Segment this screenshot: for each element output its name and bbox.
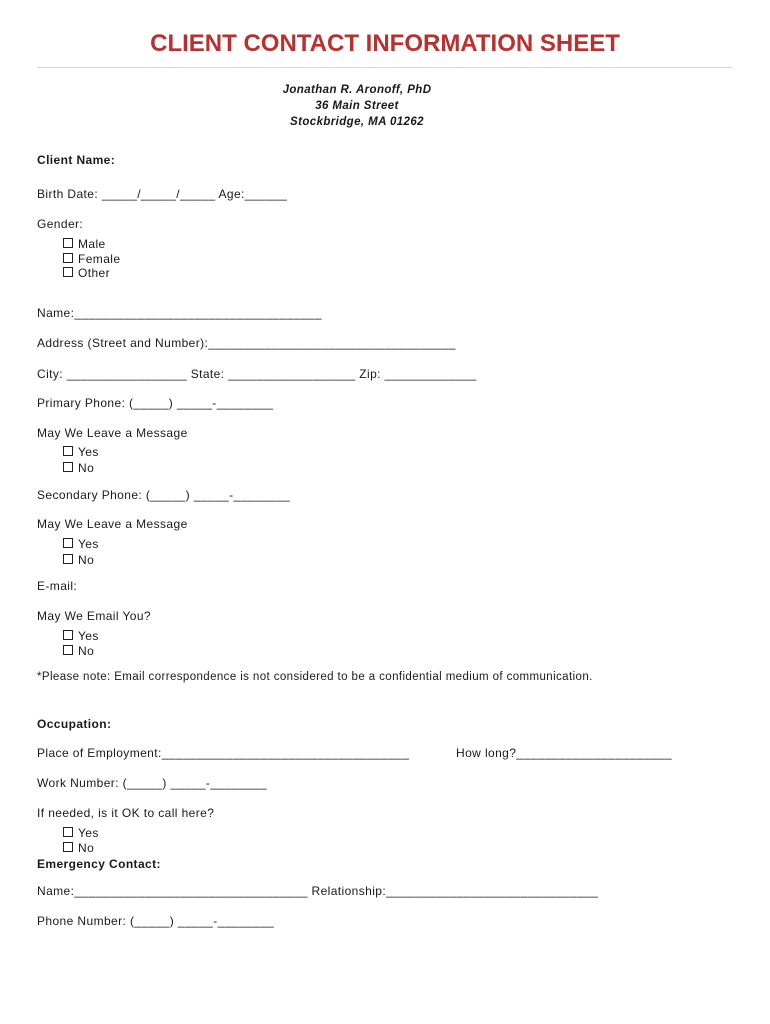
primary-message-label: May We Leave a Message	[37, 426, 188, 440]
checkbox-icon[interactable]	[63, 462, 73, 472]
email-permission-no[interactable]	[63, 644, 94, 658]
call-here-label: If needed, is it OK to call here?	[37, 806, 215, 820]
secondary-message-label: May We Leave a Message	[37, 517, 188, 531]
primary-message-yes[interactable]	[63, 445, 99, 459]
checkbox-icon[interactable]	[63, 842, 73, 852]
option-label: No	[78, 553, 95, 567]
option-label: Yes	[78, 826, 99, 840]
checkbox-icon[interactable]	[63, 645, 73, 655]
address-field[interactable]: Address (Street and Number):___________________________________	[37, 336, 456, 350]
email-field[interactable]: E-mail:	[37, 579, 78, 593]
employment-field[interactable]: Place of Employment:___________________________________	[37, 746, 410, 760]
checkbox-icon[interactable]	[63, 267, 73, 277]
option-label: Yes	[78, 445, 99, 459]
secondary-phone-field[interactable]: Secondary Phone: (_____) _____-________	[37, 488, 291, 502]
primary-message-no[interactable]	[63, 461, 94, 475]
option-label: No	[78, 644, 95, 658]
gender-label: Gender:	[37, 217, 84, 231]
gender-option-other[interactable]	[63, 266, 110, 280]
secondary-message-no[interactable]	[63, 553, 94, 567]
option-label: Yes	[78, 537, 99, 551]
how-long-field[interactable]: How long?______________________	[456, 746, 672, 760]
checkbox-icon[interactable]	[63, 538, 73, 548]
email-confidentiality-note: *Please note: Email correspondence is not considered to be a confidential medium of communication.	[37, 671, 593, 683]
checkbox-icon[interactable]	[63, 554, 73, 564]
option-label: Other	[78, 266, 111, 280]
gender-option-male[interactable]	[63, 237, 106, 251]
option-label: Female	[78, 252, 121, 266]
call-here-no[interactable]	[63, 841, 94, 855]
city-state-zip-field[interactable]: City: _________________ State: __________________ Zip: _____________	[37, 367, 477, 381]
practitioner-street: 36 Main Street	[315, 100, 399, 112]
page-title: CLIENT CONTACT INFORMATION SHEET	[150, 30, 620, 57]
option-label: Yes	[78, 629, 99, 643]
email-permission-yes[interactable]	[63, 629, 99, 643]
checkbox-icon[interactable]	[63, 253, 73, 263]
practitioner-address-block	[0, 82, 714, 130]
birth-date-field[interactable]: Birth Date: _____/_____/_____ Age:______	[37, 187, 288, 201]
primary-phone-field[interactable]: Primary Phone: (_____) _____-________	[37, 396, 274, 410]
checkbox-icon[interactable]	[63, 630, 73, 640]
gender-option-female[interactable]	[63, 252, 120, 266]
occupation-label: Occupation:	[37, 717, 112, 731]
name-field[interactable]: Name:___________________________________	[37, 306, 322, 320]
practitioner-city: Stockbridge, MA 01262	[290, 116, 424, 128]
option-label: No	[78, 841, 95, 855]
checkbox-icon[interactable]	[63, 446, 73, 456]
client-name-label: Client Name:	[37, 153, 116, 167]
title-divider	[37, 67, 733, 68]
emergency-contact-label: Emergency Contact:	[37, 857, 161, 871]
emergency-name-relationship-field[interactable]: Name:_________________________________ Relationship:______________________________	[37, 884, 599, 898]
option-label: No	[78, 461, 95, 475]
checkbox-icon[interactable]	[63, 827, 73, 837]
secondary-message-yes[interactable]	[63, 537, 99, 551]
email-permission-label: May We Email You?	[37, 609, 151, 623]
work-number-field[interactable]: Work Number: (_____) _____-________	[37, 776, 267, 790]
call-here-yes[interactable]	[63, 826, 99, 840]
practitioner-name: Jonathan R. Aronoff, PhD	[282, 84, 432, 96]
option-label: Male	[78, 237, 106, 251]
emergency-phone-field[interactable]: Phone Number: (_____) _____-________	[37, 914, 275, 928]
checkbox-icon[interactable]	[63, 238, 73, 248]
